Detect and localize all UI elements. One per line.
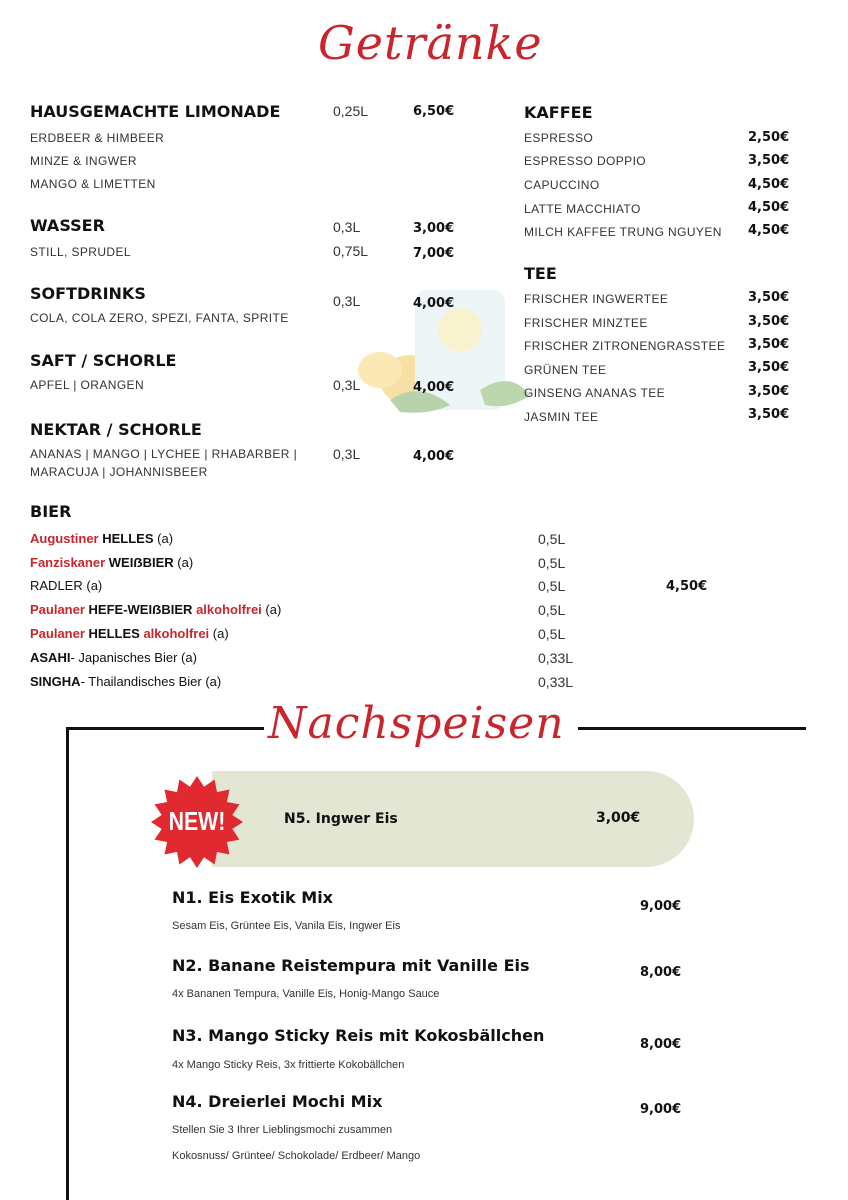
kaffee-item-price: 4,50€ [748,223,790,238]
nektar-desc: ANANAS | MANGO | LYCHEE | RHABARBER | [30,447,298,461]
beer-name: HELLES [98,531,158,546]
nektar-desc: MARACUJA | JOHANNISBEER [30,465,208,479]
tee-item-name: FRISCHER INGWERTEE [524,292,669,306]
kaffee-item-name: LATTE MACCHIATO [524,202,641,216]
dessert-price: 9,00€ [640,899,682,914]
beer-volume: 0,33L [538,650,574,666]
beer-name: WEIẞBIER [105,555,178,570]
featured-name: N5. Ingwer Eis [284,811,398,827]
softdrinks-price: 4,00€ [413,296,455,311]
beer-row [30,555,193,570]
kaffee-item-name: CAPUCCINO [524,178,600,192]
limonade-item: ERDBEER & HIMBEER [30,131,165,145]
featured-price: 3,00€ [596,810,641,826]
wasser-title: WASSER [30,216,105,235]
beer-tag: - Japanisches Bier (a) [70,650,197,665]
dessert-frame-left [66,727,69,1200]
tee-item-name: GINSENG ANANAS TEE [524,386,666,400]
tee-item-name: JASMIN TEE [524,410,599,424]
beer-tag: (a) [212,626,229,641]
tee-item-name: FRISCHER MINZTEE [524,316,648,330]
dessert-desc: Kokosnuss/ Grüntee/ Schokolade/ Erdbeer/ Mango [172,1150,421,1162]
beer-volume: 0,5L [538,555,566,571]
limonade-item: MANGO & LIMETTEN [30,177,156,191]
dessert-frame-top-left [66,727,264,730]
beer-row [30,578,102,593]
wasser-price: 3,00€ [413,221,455,236]
beer-brand: Augustiner [30,531,99,546]
beer-row [30,650,197,665]
beer-tag: - Thailandisches Bier (a) [80,674,222,689]
tee-item-price: 3,50€ [748,337,790,352]
saft-volume: 0,3L [333,377,361,393]
limonade-price: 6,50€ [413,104,455,119]
dessert-price: 8,00€ [640,1037,682,1052]
dessert-desc: 4x Mango Sticky Reis, 3x frittierte Kokobällchen [172,1059,405,1071]
dessert-name: N1. Eis Exotik Mix [172,888,333,907]
dessert-desc: Stellen Sie 3 Ihrer Lieblingsmochi zusammen [172,1124,393,1136]
beer-brand: Paulaner [30,626,85,641]
beer-tag: (a) [177,555,194,570]
drinks-title: Getränke [318,16,543,70]
tee-item-price: 3,50€ [748,314,790,329]
beer-row [30,531,173,546]
kaffee-item-name: MILCH KAFFEE TRUNG NGUYEN [524,225,722,239]
beer-volume: 0,5L [538,578,566,594]
dessert-price: 9,00€ [640,1102,682,1117]
beer-row [30,674,221,689]
tee-item-price: 3,50€ [748,360,790,375]
nektar-price: 4,00€ [413,449,455,464]
limonade-volume: 0,25L [333,103,369,119]
beer-tag: (a) [86,578,103,593]
saft-price: 4,00€ [413,380,455,395]
desserts-title: Nachspeisen [268,698,565,749]
dessert-price: 8,00€ [640,965,682,980]
beer-row [30,626,229,641]
softdrinks-volume: 0,3L [333,293,361,309]
beer-volume: 0,5L [538,626,566,642]
beer-volume: 0,33L [538,674,574,690]
dessert-desc: 4x Bananen Tempura, Vanille Eis, Honig-Mango Sauce [172,988,440,1000]
nektar-volume: 0,3L [333,446,361,462]
tee-item-price: 3,50€ [748,407,790,422]
kaffee-item-price: 4,50€ [748,177,790,192]
kaffee-item-price: 3,50€ [748,153,790,168]
softdrinks-desc: COLA, COLA ZERO, SPEZI, FANTA, SPRITE [30,311,289,325]
dessert-frame-top-right [578,727,806,730]
bier-price: 4,50€ [666,579,708,594]
dessert-name: N3. Mango Sticky Reis mit Kokosbällchen [172,1026,545,1045]
bier-title: BIER [30,502,72,521]
beer-volume: 0,5L [538,531,566,547]
limonade-title: HAUSGEMACHTE LIMONADE [30,102,281,121]
beer-extra: alkoholfrei [143,626,213,641]
beer-tag: (a) [265,602,282,617]
beer-row [30,602,281,617]
nektar-title: NEKTAR / SCHORLE [30,420,202,439]
beer-name: ASAHI [30,650,71,665]
kaffee-item-price: 4,50€ [748,200,790,215]
tee-item-name: GRÜNEN TEE [524,363,607,377]
kaffee-item-name: ESPRESSO [524,131,594,145]
tee-item-price: 3,50€ [748,290,790,305]
kaffee-item-name: ESPRESSO DOPPIO [524,154,647,168]
softdrinks-title: SOFTDRINKS [30,284,146,303]
beer-tag: (a) [157,531,174,546]
saft-desc: APFEL | ORANGEN [30,378,145,392]
beer-brand: Paulaner [30,602,85,617]
beer-name: HEFE-WEIẞBIER [84,602,197,617]
tee-title: TEE [524,264,557,283]
beer-brand: Fanziskaner [30,555,106,570]
tee-item-name: FRISCHER ZITRONENGRASSTEE [524,339,726,353]
wasser-volume: 0,75L [333,243,369,259]
beer-volume: 0,5L [538,602,566,618]
kaffee-item-price: 2,50€ [748,130,790,145]
beer-extra: alkoholfrei [196,602,266,617]
wasser-volume: 0,3L [333,219,361,235]
beer-name: SINGHA [30,674,81,689]
beer-name: HELLES [84,626,144,641]
wasser-price: 7,00€ [413,246,455,261]
beer-name: RADLER [30,578,87,593]
dessert-name: N2. Banane Reistempura mit Vanille Eis [172,956,530,975]
kaffee-title: KAFFEE [524,103,593,122]
tee-item-price: 3,50€ [748,384,790,399]
wasser-desc: STILL, SPRUDEL [30,245,131,259]
saft-title: SAFT / SCHORLE [30,351,177,370]
dessert-desc: Sesam Eis, Grüntee Eis, Vanila Eis, Ingwer Eis [172,920,401,932]
new-badge-label: NEW! [168,806,226,836]
limonade-item: MINZE & INGWER [30,154,137,168]
dessert-name: N4. Dreierlei Mochi Mix [172,1092,383,1111]
